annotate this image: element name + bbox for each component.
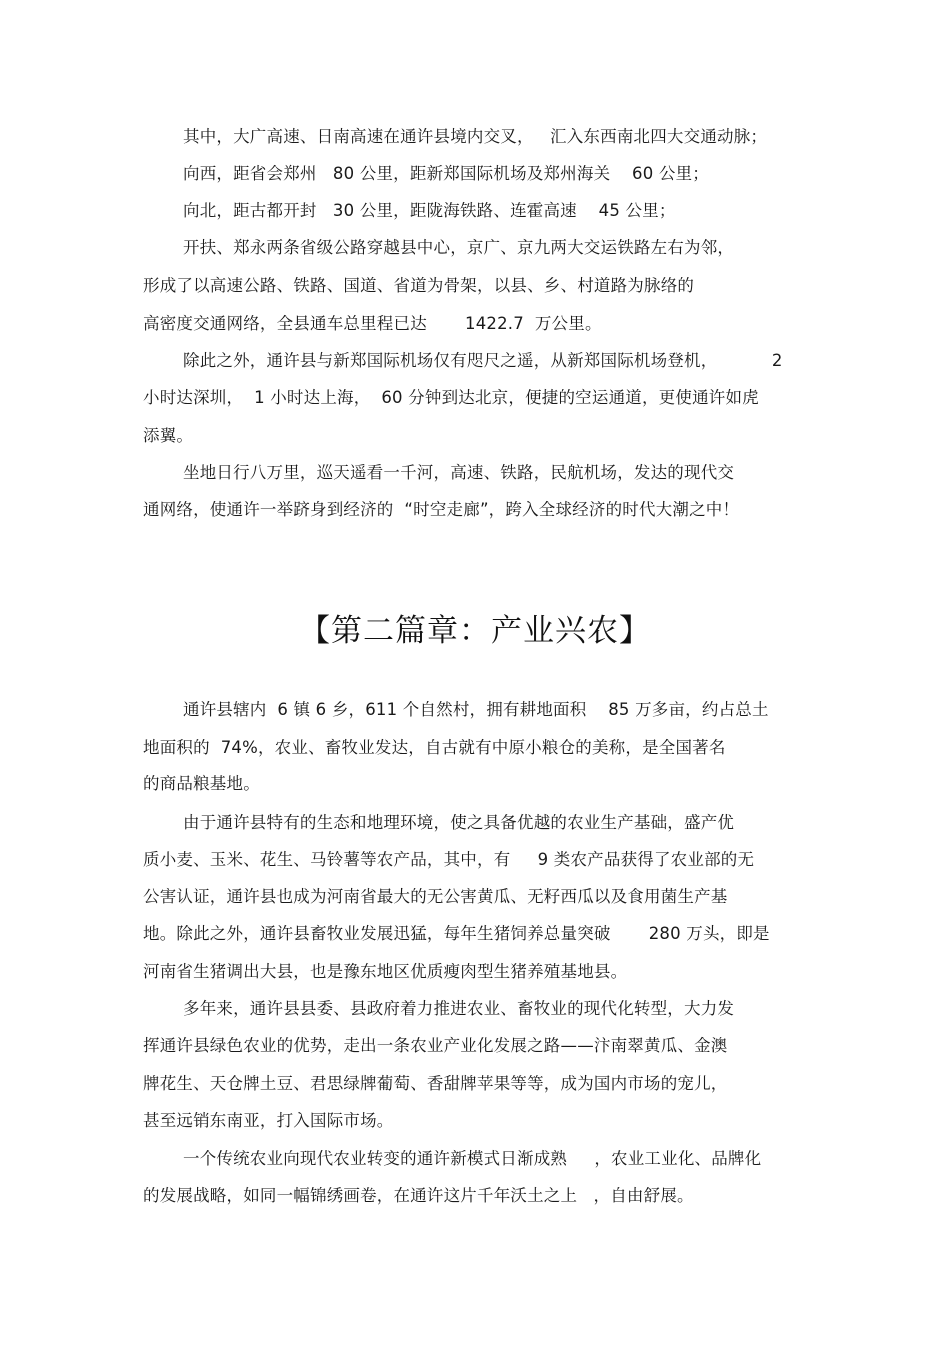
- paragraph-line: 牌花生、天仓牌土豆、君思绿牌葡萄、香甜牌苹果等等，成为国内市场的宠儿，: [143, 1074, 728, 1093]
- paragraph-line: 河南省生猪调出大县，也是豫东地区优质瘦肉型生猪养殖基地县。: [143, 962, 628, 981]
- paragraph-line: 坐地日行八万里，巡天遥看一千河，高速、铁路，民航机场，发达的现代交: [183, 463, 735, 482]
- paragraph-line: 小时达深圳， 1 小时达上海， 60 分钟到达北京，便捷的空运通道，更使通许如虎: [143, 388, 759, 407]
- paragraph-line: 地。除此之外，通许县畜牧业发展迅猛，每年生猪饲养总量突破 280 万头，即是: [143, 924, 770, 943]
- paragraph-line: 向北，距古都开封 30 公里，距陇海铁路、连霍高速 45 公里；: [183, 201, 676, 220]
- paragraph-line: 由于通许县特有的生态和地理环境，使之具备优越的农业生产基础，盛产优: [183, 813, 735, 832]
- paragraph-line: 添翼。: [143, 426, 194, 445]
- chapter-title: 【第二篇章：产业兴农】: [299, 613, 651, 649]
- paragraph-line: 除此之外，通许县与新郑国际机场仅有咫尺之遥，从新郑国际机场登机， 2: [183, 351, 783, 370]
- paragraph-line: 开扶、郑永两条省级公路穿越县中心，京广、京九两大交运铁路左右为邻，: [183, 238, 735, 257]
- paragraph-line: 形成了以高速公路、铁路、国道、省道为骨架，以县、乡、村道路为脉络的: [143, 276, 695, 295]
- paragraph-line: 向西，距省会郑州 80 公里，距新郑国际机场及郑州海关 60 公里；: [183, 164, 709, 183]
- paragraph-line: 通网络，使通许一举跻身到经济的 “时空走廊”，跨入全球经济的时代大潮之中！: [143, 500, 740, 519]
- paragraph-line: 一个传统农业向现代农业转变的通许新模式日渐成熟 ，农业工业化、品牌化: [183, 1149, 762, 1168]
- paragraph-line: 的发展战略，如同一幅锦绣画卷，在通许这片千年沃土之上 ，自由舒展。: [143, 1186, 694, 1205]
- paragraph-line: 挥通许县绿色农业的优势，走出一条农业产业化发展之路——汴南翠黄瓜、金澳: [143, 1036, 728, 1055]
- paragraph-line: 其中，大广高速、日南高速在通许县境内交叉， 汇入东西南北四大交通动脉；: [183, 127, 768, 146]
- paragraph-line: 质小麦、玉米、花生、马铃薯等农产品，其中，有 9 类农产品获得了农业部的无: [143, 850, 755, 869]
- paragraph-line: 多年来，通许县县委、县政府着力推进农业、畜牧业的现代化转型，大力发: [183, 999, 735, 1018]
- paragraph-line: 通许县辖内 6 镇 6 乡，611 个自然村，拥有耕地面积 85 万多亩，约占总土: [183, 700, 769, 719]
- paragraph-line: 公害认证，通许县也成为河南省最大的无公害黄瓜、无籽西瓜以及食用菌生产基: [143, 887, 728, 906]
- paragraph-line: 地面积的 74%，农业、畜牧业发达，自古就有中原小粮仓的美称，是全国著名: [143, 738, 726, 757]
- paragraph-line: 的商品粮基地。: [143, 774, 260, 793]
- paragraph-line: 高密度交通网络，全县通车总里程已达 1422.7 万公里。: [143, 314, 602, 333]
- paragraph-line: 甚至远销东南亚，打入国际市场。: [143, 1111, 394, 1130]
